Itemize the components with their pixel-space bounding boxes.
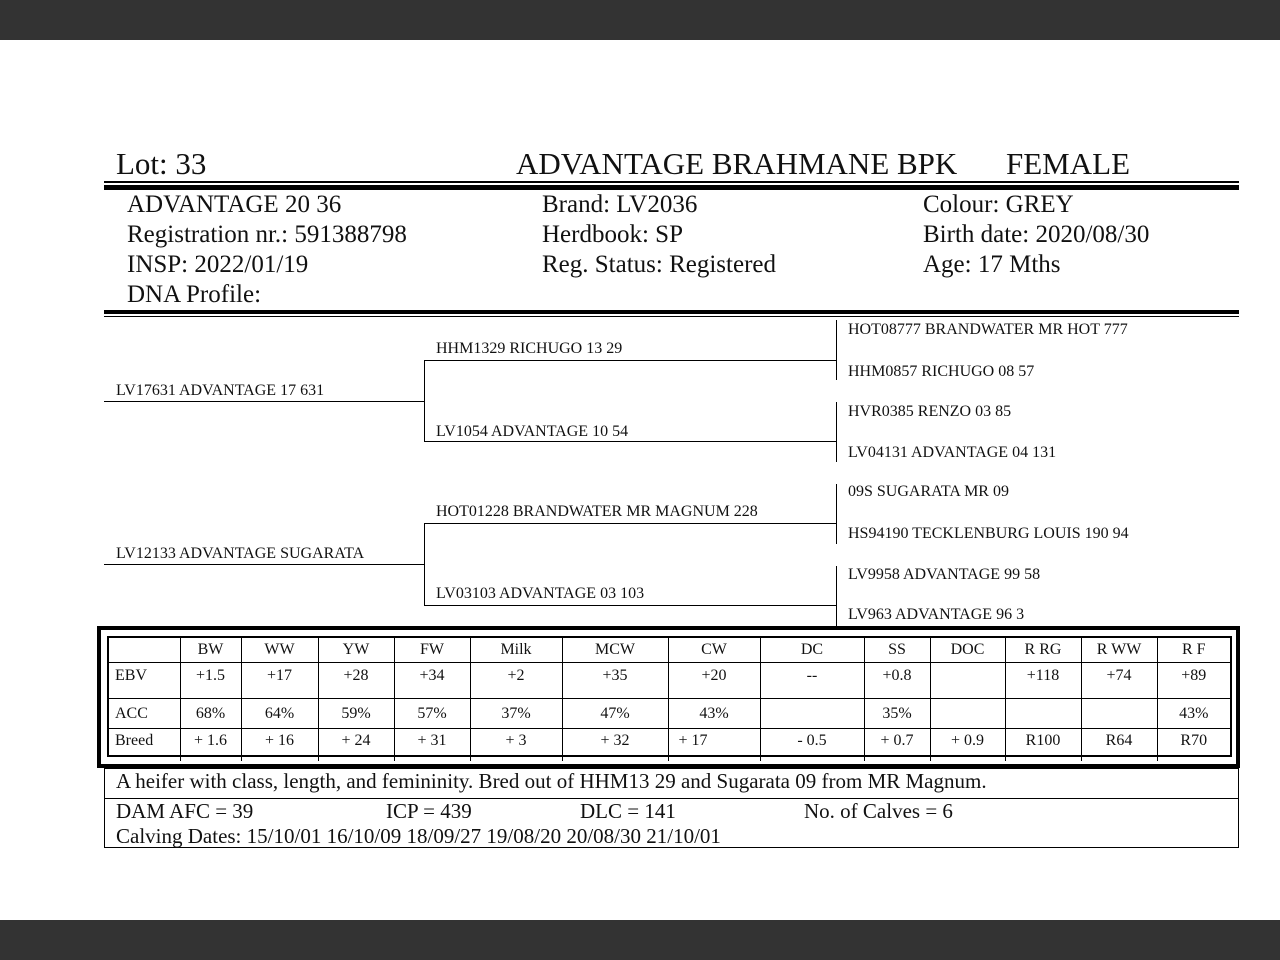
ebv-cell bbox=[760, 699, 864, 729]
ebv-header-row bbox=[109, 638, 1230, 663]
header-rule-thick bbox=[104, 185, 1239, 190]
ebv-cell: +118 bbox=[1005, 663, 1081, 699]
ebv-cell: 47% bbox=[562, 699, 668, 729]
pedigree-line bbox=[836, 320, 837, 380]
ebv-header-cell: WW bbox=[241, 638, 318, 663]
icp: ICP = 439 bbox=[386, 799, 472, 823]
pedigree-great-grandparent: HS94190 TECKLENBURG LOUIS 190 94 bbox=[848, 525, 1129, 542]
ebv-cell: +2 bbox=[470, 663, 562, 699]
pedigree-line bbox=[424, 523, 425, 605]
pedigree-line bbox=[424, 605, 836, 606]
pedigree-line bbox=[104, 564, 424, 565]
ebv-cell: + 3 bbox=[470, 729, 562, 762]
reg-status: Reg. Status: Registered bbox=[542, 251, 776, 278]
ebv-cell: + 24 bbox=[318, 729, 394, 762]
pedigree-great-grandparent: HVR0385 RENZO 03 85 bbox=[848, 403, 1012, 420]
ebv-cell: - 0.5 bbox=[760, 729, 864, 762]
ebv-header-cell: R RG bbox=[1005, 638, 1081, 663]
ebv-cell: 68% bbox=[180, 699, 241, 729]
ebv-header-cell: MCW bbox=[562, 638, 668, 663]
ebv-cell: EBV bbox=[109, 663, 180, 699]
pedigree-line bbox=[424, 523, 836, 524]
breed-row bbox=[109, 729, 1230, 762]
pedigree-line bbox=[104, 401, 424, 402]
sale-title: ADVANTAGE BRAHMANE BPK bbox=[516, 146, 958, 181]
ebv-cell: 59% bbox=[318, 699, 394, 729]
ebv-row bbox=[109, 663, 1230, 699]
top-bar bbox=[0, 0, 1280, 40]
ebv-header-cell: R F bbox=[1157, 638, 1230, 663]
ebv-cell: + 32 bbox=[562, 729, 668, 762]
pedigree-line bbox=[836, 566, 837, 626]
pedigree-great-grandparent: HOT08777 BRANDWATER MR HOT 777 bbox=[848, 321, 1128, 338]
pedigree-dam: LV12133 ADVANTAGE SUGARATA bbox=[116, 545, 365, 562]
details-rule-thin bbox=[104, 316, 1239, 317]
pedigree-dam-sire: HOT01228 BRANDWATER MR MAGNUM 228 bbox=[436, 503, 758, 520]
dam-afc: DAM AFC = 39 bbox=[116, 799, 254, 823]
ebv-header-cell: FW bbox=[394, 638, 470, 663]
header-rule-thin bbox=[104, 181, 1239, 183]
ebv-table bbox=[109, 638, 1230, 761]
ebv-cell: 43% bbox=[668, 699, 760, 729]
ebv-header-cell: YW bbox=[318, 638, 394, 663]
ebv-cell: R100 bbox=[1005, 729, 1081, 762]
pedigree-line bbox=[424, 360, 836, 361]
ebv-cell: +0.8 bbox=[864, 663, 930, 699]
bottom-bar bbox=[0, 920, 1280, 960]
pedigree-great-grandparent: LV9958 ADVANTAGE 99 58 bbox=[848, 566, 1041, 583]
ebv-header-cell: DC bbox=[760, 638, 864, 663]
ebv-header-cell: BW bbox=[180, 638, 241, 663]
pedigree-line bbox=[836, 484, 837, 544]
ebv-cell: 57% bbox=[394, 699, 470, 729]
pedigree-great-grandparent: 09S SUGARATA MR 09 bbox=[848, 483, 1009, 500]
ebv-header-cell: DOC bbox=[930, 638, 1005, 663]
pedigree-sire: LV17631 ADVANTAGE 17 631 bbox=[116, 382, 325, 399]
pedigree-line bbox=[836, 402, 837, 462]
ebv-cell: 43% bbox=[1157, 699, 1230, 729]
ebv-cell: 35% bbox=[864, 699, 930, 729]
pedigree-great-grandparent: LV04131 ADVANTAGE 04 131 bbox=[848, 444, 1057, 461]
lot-number: Lot: 33 bbox=[116, 146, 207, 181]
ebv-cell: Breed bbox=[115, 732, 154, 749]
ebv-header-cell: R WW bbox=[1081, 638, 1157, 663]
birth-date: Birth date: 2020/08/30 bbox=[923, 221, 1150, 248]
age: Age: 17 Mths bbox=[923, 251, 1061, 278]
pedigree-dam-dam: LV03103 ADVANTAGE 03 103 bbox=[436, 585, 645, 602]
ebv-cell: R64 bbox=[1081, 729, 1157, 762]
registration-number: Registration nr.: 591388798 bbox=[127, 221, 407, 248]
ebv-header-cell: Milk bbox=[470, 638, 562, 663]
pedigree-sire-dam: LV1054 ADVANTAGE 10 54 bbox=[436, 423, 629, 440]
ebv-cell: + 0.9 bbox=[930, 729, 1005, 762]
ebv-cell: + 17 bbox=[668, 729, 760, 762]
ebv-cell: +20 bbox=[668, 663, 760, 699]
ebv-cell: +89 bbox=[1157, 663, 1230, 699]
ebv-cell: +17 bbox=[241, 663, 318, 699]
pedigree-line bbox=[424, 360, 425, 442]
ebv-cell: R70 bbox=[1157, 729, 1230, 762]
details-rule-thick bbox=[104, 310, 1239, 314]
ebv-header-cell: CW bbox=[668, 638, 760, 663]
ebv-header-cell bbox=[109, 638, 180, 663]
ebv-cell: +35 bbox=[562, 663, 668, 699]
acc-row bbox=[109, 699, 1230, 729]
ebv-cell: + 0.7 bbox=[864, 729, 930, 762]
ebv-cell: -- bbox=[760, 663, 864, 699]
brand: Brand: LV2036 bbox=[542, 191, 698, 218]
ebv-cell bbox=[930, 699, 1005, 729]
ebv-cell: + 16 bbox=[241, 729, 318, 762]
pedigree-sire-sire: HHM1329 RICHUGO 13 29 bbox=[436, 340, 623, 357]
ebv-cell: 64% bbox=[241, 699, 318, 729]
herdbook: Herdbook: SP bbox=[542, 221, 683, 248]
ebv-cell: 37% bbox=[470, 699, 562, 729]
ebv-cell: +1.5 bbox=[180, 663, 241, 699]
calving-dates: Calving Dates: 15/10/01 16/10/09 18/09/27 19/08/20 20/08/30 21/10/01 bbox=[116, 824, 721, 848]
description: A heifer with class, length, and femininity. Bred out of HHM13 29 and Sugarata 09 from MR Magnum. bbox=[116, 769, 987, 793]
ebv-cell: ACC bbox=[109, 699, 180, 729]
insp-date: INSP: 2022/01/19 bbox=[127, 251, 309, 278]
dna-profile: DNA Profile: bbox=[127, 281, 262, 308]
ebv-cell: +28 bbox=[318, 663, 394, 699]
ebv-cell bbox=[1005, 699, 1081, 729]
ebv-header-cell: SS bbox=[864, 638, 930, 663]
pedigree-great-grandparent: LV963 ADVANTAGE 96 3 bbox=[848, 606, 1025, 623]
ebv-cell: +74 bbox=[1081, 663, 1157, 699]
sex-label: FEMALE bbox=[1006, 146, 1130, 181]
ebv-cell: +34 bbox=[394, 663, 470, 699]
number-of-calves: No. of Calves = 6 bbox=[804, 799, 953, 823]
ebv-cell: + 1.6 bbox=[180, 729, 241, 762]
animal-name: ADVANTAGE 20 36 bbox=[127, 191, 342, 218]
dlc: DLC = 141 bbox=[580, 799, 676, 823]
colour: Colour: GREY bbox=[923, 191, 1074, 218]
pedigree-line bbox=[424, 441, 836, 442]
pedigree-great-grandparent: HHM0857 RICHUGO 08 57 bbox=[848, 363, 1035, 380]
ebv-cell bbox=[1081, 699, 1157, 729]
ebv-cell: + 31 bbox=[394, 729, 470, 762]
ebv-cell bbox=[930, 663, 1005, 699]
